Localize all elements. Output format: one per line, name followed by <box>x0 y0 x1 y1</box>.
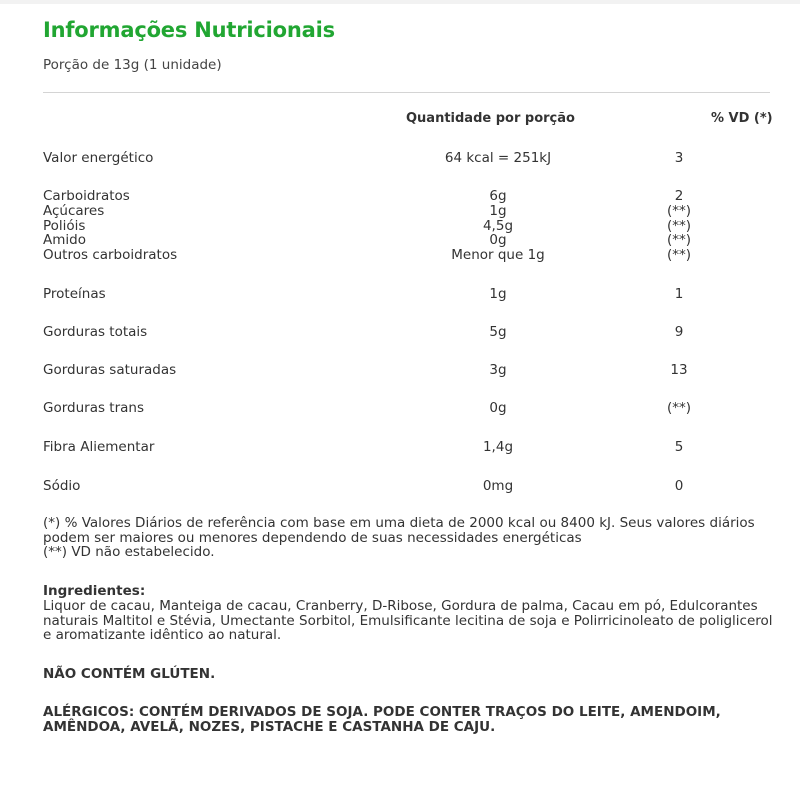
column-header-quantity: Quantidade por porção <box>406 111 575 126</box>
row-quantity: 3g <box>489 362 507 378</box>
column-header-vd: % VD (*) <box>711 111 773 126</box>
ingredients-text: Liquor de cacau, Manteiga de cacau, Cranberry, D-Ribose, Gordura de palma, Cacau em pó, Edulcorantes naturais Maltitol e Stévia, Umectante Sorbitol, Emulsificante lecitina de soja e Polirricinoleato de poliglicerol e aromatizante idêntico ao natural. <box>43 598 773 643</box>
row-vd: 1 <box>674 286 684 302</box>
row-vd: (**) <box>666 400 692 416</box>
row-vd: 5 <box>674 439 684 455</box>
row-label: Gorduras saturadas <box>43 362 177 378</box>
row-quantity: 0mg <box>482 478 514 494</box>
top-bar <box>0 0 800 4</box>
allergens-notice: ALÉRGICOS: CONTÉM DERIVADOS DE SOJA. PODE CONTER TRAÇOS DO LEITE, AMENDOIM, AMÊNDOA, AVELÃ, NOZES, PISTACHE E CASTANHA DE CAJU. <box>43 704 721 735</box>
row-vd: (**) <box>666 203 692 219</box>
vd-footnote: (*) % Valores Diários de referência com base em uma dieta de 2000 kcal ou 8400 kJ. Seus valores diários podem ser maiores ou menores dependendo de suas necessidades energéticas <box>43 515 755 546</box>
row-vd: 0 <box>674 478 684 494</box>
row-label: Gorduras totais <box>43 324 148 340</box>
not-established-footnote: (**) VD não estabelecido. <box>43 544 215 560</box>
row-quantity: 5g <box>489 324 507 340</box>
ingredients-label: Ingredientes: <box>43 583 146 599</box>
row-label: Sódio <box>43 478 81 494</box>
row-quantity: 1,4g <box>482 439 514 455</box>
row-vd: 2 <box>674 188 684 204</box>
page-title: Informações Nutricionais <box>43 18 335 42</box>
row-vd: 13 <box>670 362 688 378</box>
portion-size: Porção de 13g (1 unidade) <box>43 57 222 73</box>
row-vd: (**) <box>666 232 692 248</box>
gluten-notice: NÃO CONTÉM GLÚTEN. <box>43 666 216 682</box>
row-vd: (**) <box>666 218 692 234</box>
row-quantity: 4,5g <box>482 218 514 234</box>
row-label: Polióis <box>43 218 86 234</box>
row-vd: (**) <box>666 247 692 263</box>
row-label: Açúcares <box>43 203 105 219</box>
row-quantity: 0g <box>489 232 507 248</box>
row-quantity: 6g <box>489 188 507 204</box>
row-label: Outros carboidratos <box>43 247 178 263</box>
row-label: Gorduras trans <box>43 400 145 416</box>
row-label: Carboidratos <box>43 188 130 204</box>
row-label: Amido <box>43 232 86 248</box>
row-quantity: 1g <box>489 203 507 219</box>
row-quantity: Menor que 1g <box>451 247 545 263</box>
row-quantity: 0g <box>489 400 507 416</box>
row-quantity: 1g <box>489 286 507 302</box>
row-label: Fibra Aliementar <box>43 439 155 455</box>
row-vd: 9 <box>674 324 684 340</box>
divider <box>43 92 770 93</box>
row-quantity: 64 kcal = 251kJ <box>444 150 552 166</box>
row-vd: 3 <box>674 150 684 166</box>
row-label: Valor energético <box>43 150 154 166</box>
row-label: Proteínas <box>43 286 106 302</box>
